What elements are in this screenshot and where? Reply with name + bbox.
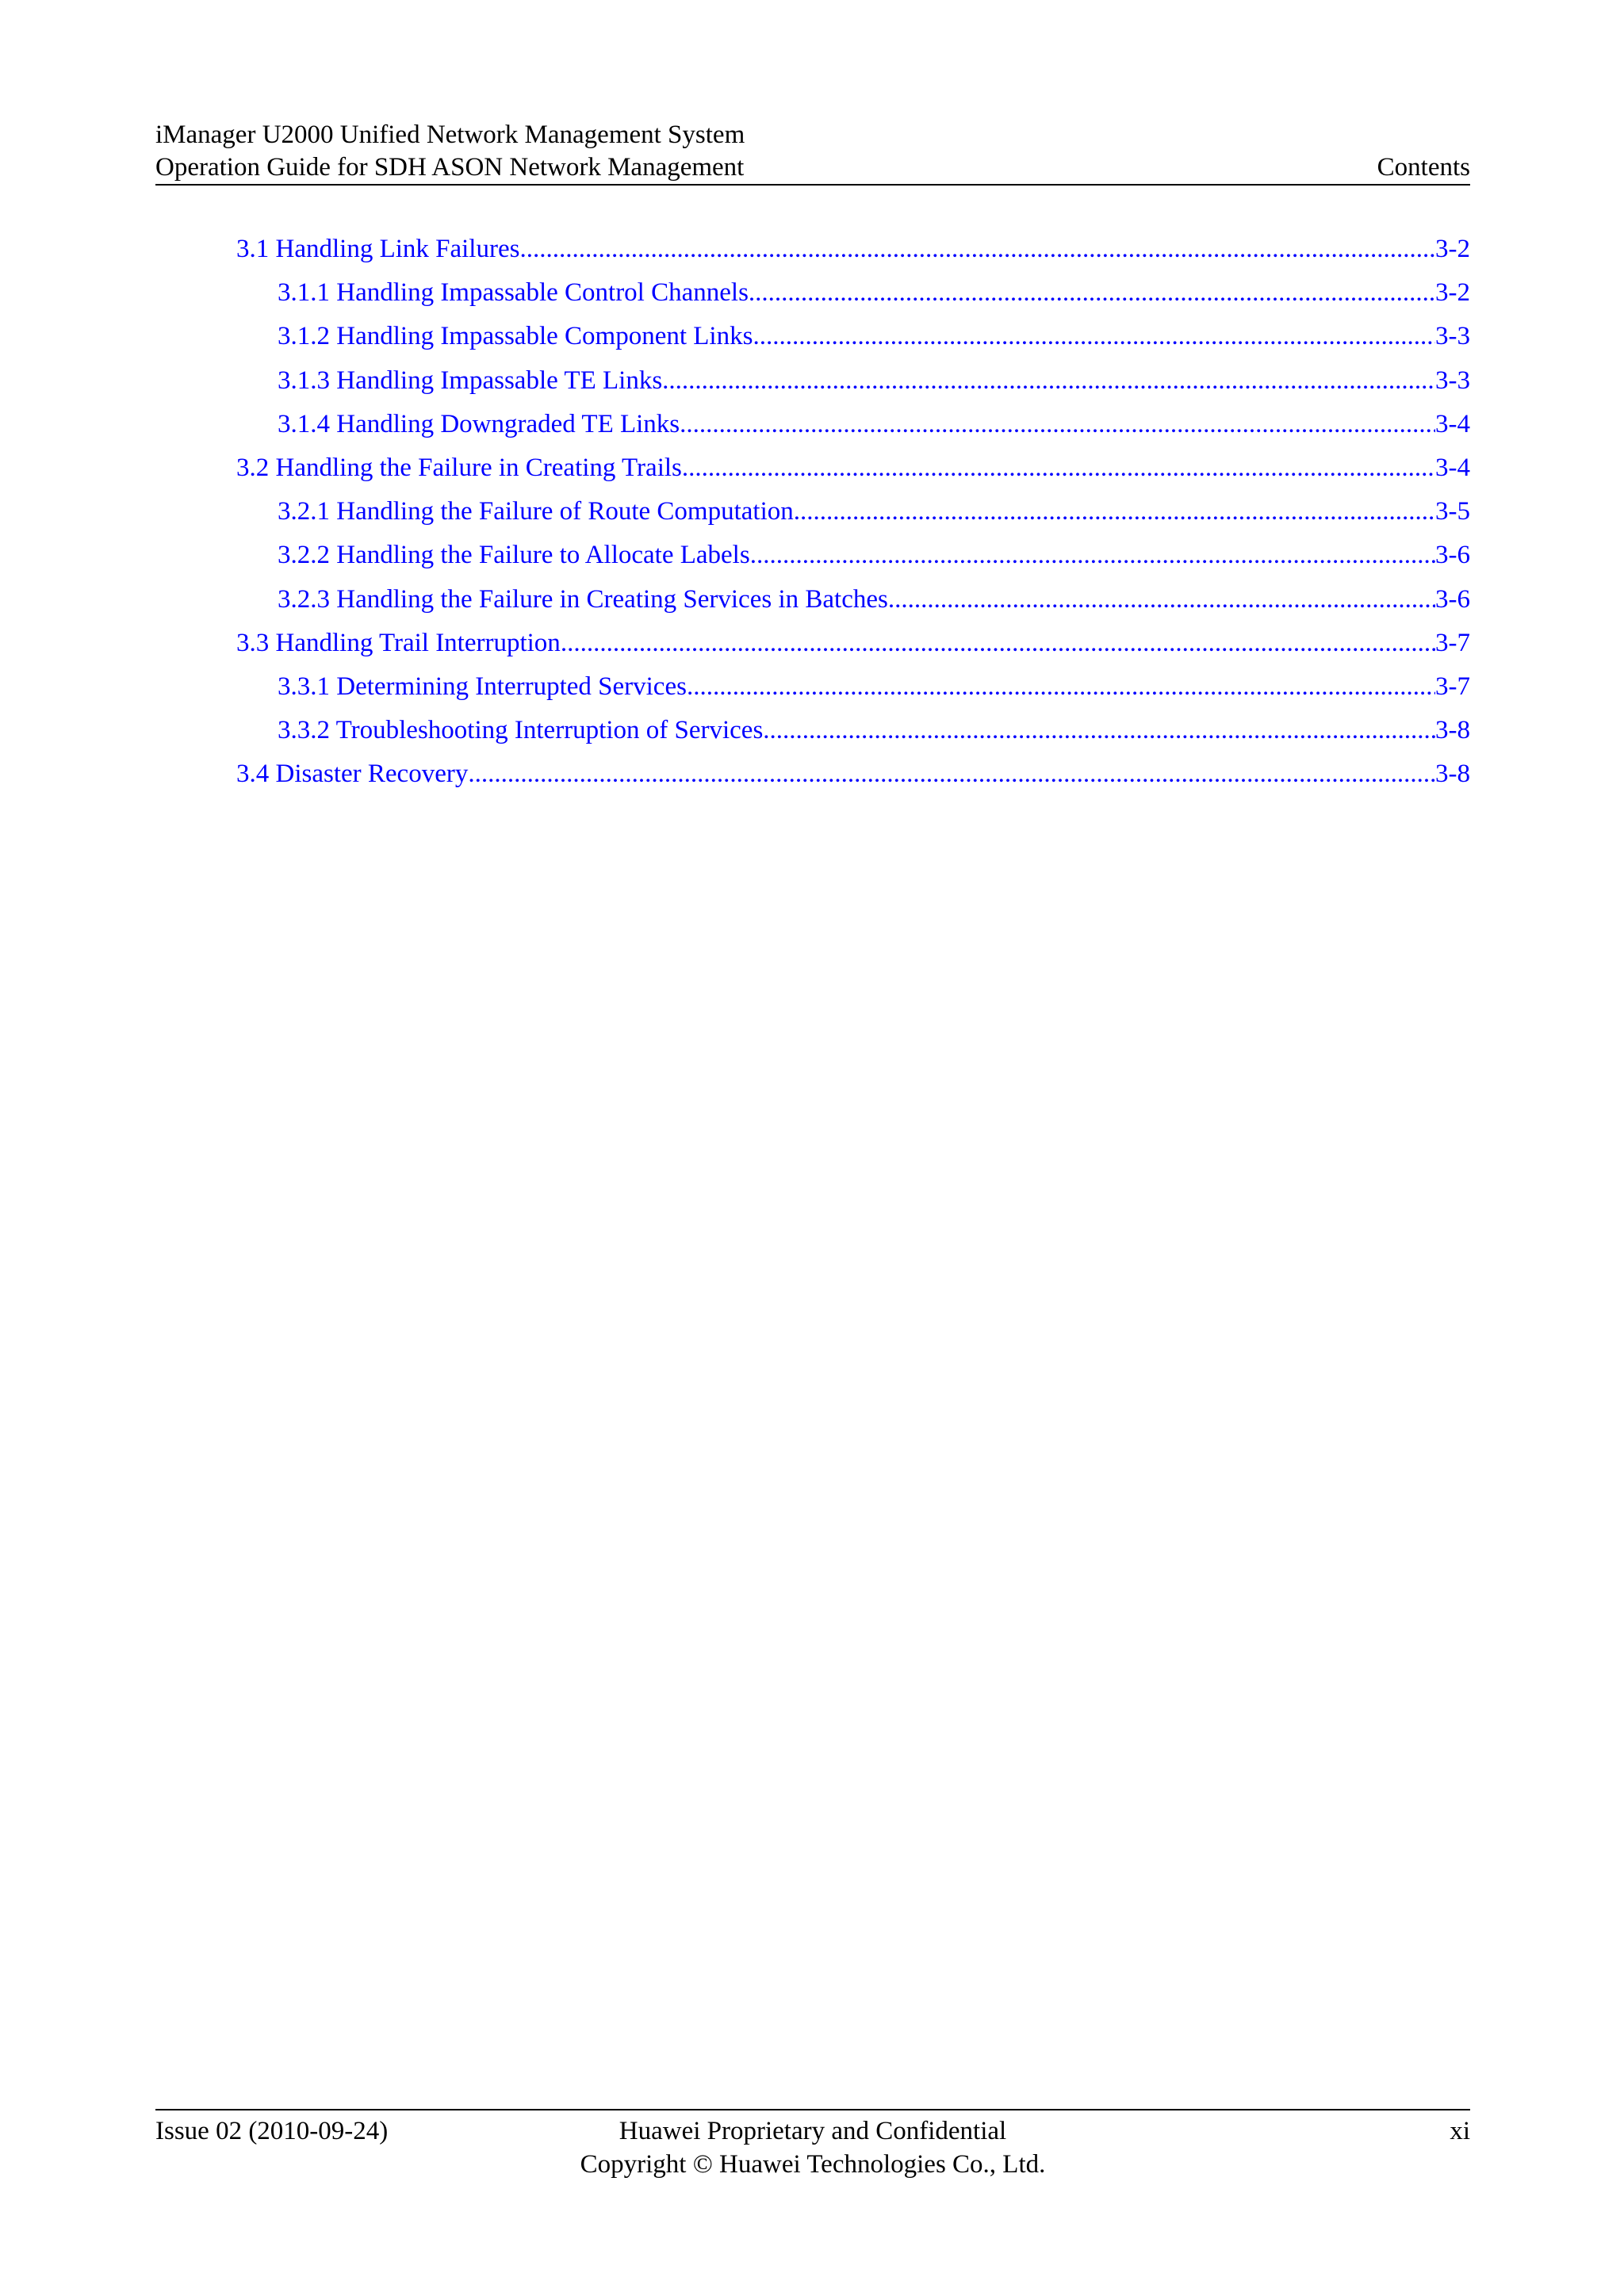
toc-entry-title: 3.1.3 Handling Impassable TE Links (278, 366, 663, 395)
header-product-title: iManager U2000 Unified Network Management System (155, 121, 745, 149)
toc-entry-title: 3.4 Disaster Recovery (236, 760, 469, 788)
header-section-name: Contents (1377, 153, 1470, 182)
toc-dot-leader (763, 713, 1435, 748)
toc-entry-page: 3-8 (1435, 716, 1470, 744)
toc-entry[interactable] (278, 669, 1470, 704)
toc-entry-page: 3-6 (1435, 585, 1470, 614)
toc-entry-title: 3.1.2 Handling Impassable Component Links (278, 322, 753, 350)
toc-entry-page: 3-4 (1435, 410, 1470, 438)
toc-entry[interactable] (236, 232, 1470, 266)
toc-dot-leader (519, 232, 1435, 266)
toc-dot-leader (749, 275, 1435, 310)
toc-entry-title: 3.3 Handling Trail Interruption (236, 629, 561, 657)
toc-entry[interactable] (278, 319, 1470, 354)
toc-entry-page: 3-4 (1435, 453, 1470, 482)
toc-entry-title: 3.1.1 Handling Impassable Control Channels (278, 278, 749, 307)
toc-entry-title: 3.1 Handling Link Failures (236, 235, 520, 263)
footer-page-number: xi (1450, 2117, 1470, 2145)
toc-dot-leader (682, 450, 1435, 485)
toc-dot-leader (750, 538, 1435, 572)
toc-entry[interactable] (236, 756, 1470, 791)
toc-entry[interactable] (278, 713, 1470, 748)
toc-entry-page: 3-8 (1435, 760, 1470, 788)
toc-dot-leader (680, 407, 1435, 442)
toc-dot-leader (561, 626, 1435, 660)
toc-entry-title: 3.2.2 Handling the Failure to Allocate Labels (278, 541, 750, 569)
toc-entry[interactable] (236, 626, 1470, 660)
toc-entry-page: 3-5 (1435, 497, 1470, 526)
page-header (155, 117, 1470, 186)
footer-issue: Issue 02 (2010-09-24) (155, 2117, 389, 2145)
toc-entry-page: 3-2 (1435, 235, 1470, 263)
footer-copyright: Copyright © Huawei Technologies Co., Ltd. (580, 2150, 1046, 2179)
header-document-title: Operation Guide for SDH ASON Network Management (155, 153, 745, 182)
toc-dot-leader (888, 582, 1435, 617)
toc-entry-title: 3.2 Handling the Failure in Creating Trails (236, 453, 682, 482)
toc-entry-title: 3.1.4 Handling Downgraded TE Links (278, 410, 680, 438)
toc-dot-leader (468, 756, 1435, 791)
toc-entry-title: 3.2.3 Handling the Failure in Creating Services in Batches (278, 585, 888, 614)
toc-entry-title: 3.3.1 Determining Interrupted Services (278, 672, 687, 701)
toc-entry[interactable] (278, 494, 1470, 529)
toc-entry-page: 3-6 (1435, 541, 1470, 569)
toc-entry[interactable] (278, 407, 1470, 442)
toc-entry[interactable] (278, 275, 1470, 310)
toc-entry-title: 3.2.1 Handling the Failure of Route Computation (278, 497, 794, 526)
toc-entry[interactable] (278, 582, 1470, 617)
toc-entry-page: 3-7 (1435, 672, 1470, 701)
toc-dot-leader (687, 669, 1435, 704)
toc-entry[interactable] (236, 450, 1470, 485)
toc-entry[interactable] (278, 538, 1470, 572)
toc-dot-leader (662, 363, 1435, 398)
page-footer (155, 2109, 1470, 2182)
toc-entry-title: 3.3.2 Troubleshooting Interruption of Services (278, 716, 764, 744)
toc-entry[interactable] (278, 363, 1470, 398)
toc-entry-page: 3-3 (1435, 366, 1470, 395)
toc-entry-page: 3-2 (1435, 278, 1470, 307)
toc-dot-leader (794, 494, 1435, 529)
toc-entry-page: 3-7 (1435, 629, 1470, 657)
footer-proprietary-notice: Huawei Proprietary and Confidential (619, 2117, 1007, 2145)
toc-dot-leader (753, 319, 1435, 354)
toc-entry-page: 3-3 (1435, 322, 1470, 350)
